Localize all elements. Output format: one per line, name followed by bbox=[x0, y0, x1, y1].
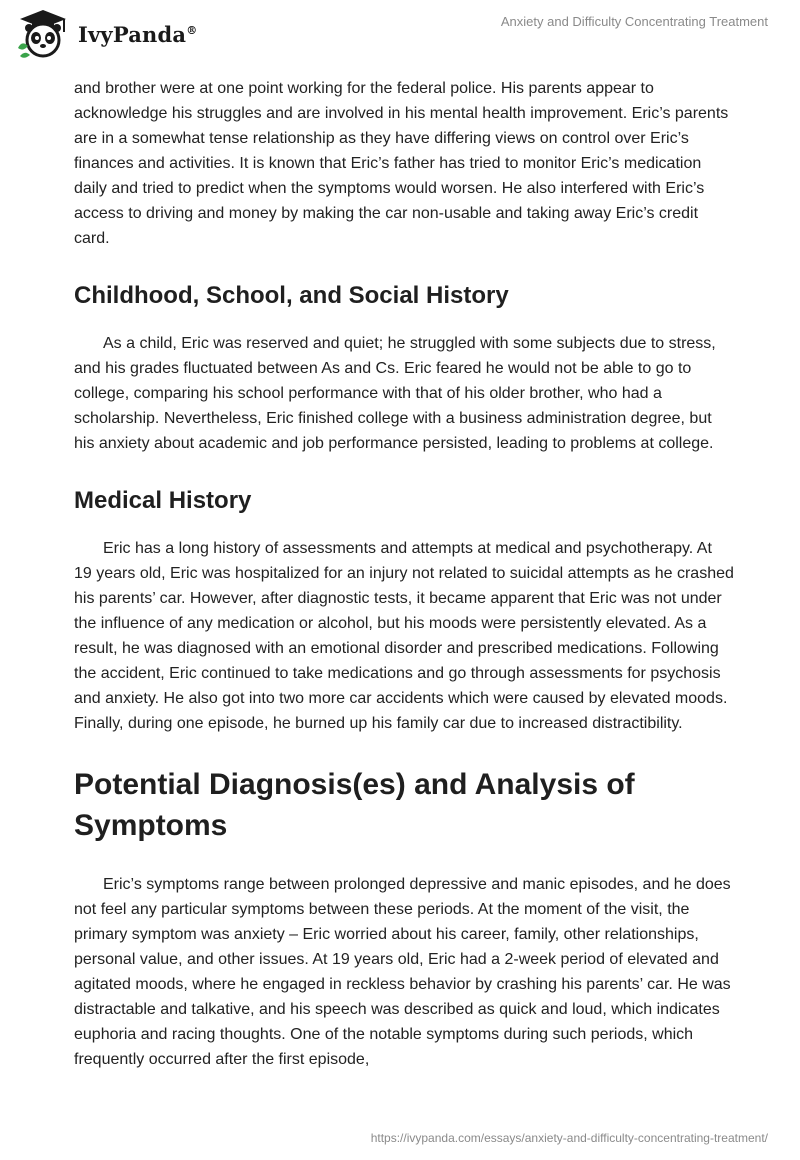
section-heading-childhood: Childhood, School, and Social History bbox=[74, 282, 509, 309]
paragraph-medical-history: Eric has a long history of assessments and attempts at medical and psychotherapy. At 19 years old, Eric was hospitalized for an injury not related to suicidal attempts as he crashed his parents’ car. However, after diagnostic tests, it became apparent that Eric was not under the influence of any medication or alcohol, but his moods were persistently elevated. As a result, he was diagnosed with an emotional disorder and prescribed medications. Following the accident, Eric continued to take medications and go through assessments for psychosis and anxiety. He also got into two more car accidents which were caused by elevated moods. Finally, during one episode, he burned up his family car due to increased distractibility. bbox=[74, 540, 734, 732]
paragraph-diagnosis: Eric’s symptoms range between prolonged depressive and manic episodes, and he does not feel any particular symptoms between these periods. At the moment of the visit, the primary symptom was anxiety – Eric worried about his career, family, other relationships, personal value, and other issues. At 19 years old, Eric had a 2-week period of elevated and agitated moods, where he engaged in reckless behavior by crashing his parents’ car. He was distractable and talkative, and his speech was described as quick and loud, which indicates euphoria and racing thoughts. One of the notable symptoms during such periods, which frequently occurred after the first episode, bbox=[74, 876, 731, 1068]
brand-name: IvyPanda® bbox=[78, 21, 198, 47]
document-title: Anxiety and Difficulty Concentrating Treatment bbox=[500, 14, 768, 29]
panda-graduate-icon bbox=[14, 8, 72, 60]
page-header bbox=[0, 0, 800, 70]
section-heading-diagnosis: Potential Diagnosis(es) and Analysis of Symptoms bbox=[74, 768, 635, 842]
source-url[interactable]: https://ivypanda.com/essays/anxiety-and-difficulty-concentrating-treatment/ bbox=[370, 1131, 768, 1145]
paragraph-childhood: As a child, Eric was reserved and quiet; he struggled with some subjects due to stress, and his grades fluctuated between As and Cs. Eric feared he would not be able to go to college, comparing his school performance with that of his older brother, who had a scholarship. Nevertheless, Eric finished college with a business administration degree, but his anxiety about academic and job performance persisted, leading to problems at college. bbox=[74, 335, 716, 452]
intro-paragraph: and brother were at one point working for the federal police. His parents appear to acknowledge his struggles and are involved in his mental health improvement. Eric’s parents are in a somewhat tense relationship as they have differing views on control over Eric’s finances and activities. It is known that Eric’s father has tried to monitor Eric’s medication daily and tried to predict when the symptoms would worsen. He also interfered with Eric’s access to driving and money by making the car non-usable and taking away Eric’s credit card. bbox=[74, 80, 729, 247]
section-heading-medical-history: Medical History bbox=[74, 487, 252, 514]
essay-body bbox=[74, 76, 734, 1072]
ivypanda-logo[interactable] bbox=[14, 8, 197, 60]
